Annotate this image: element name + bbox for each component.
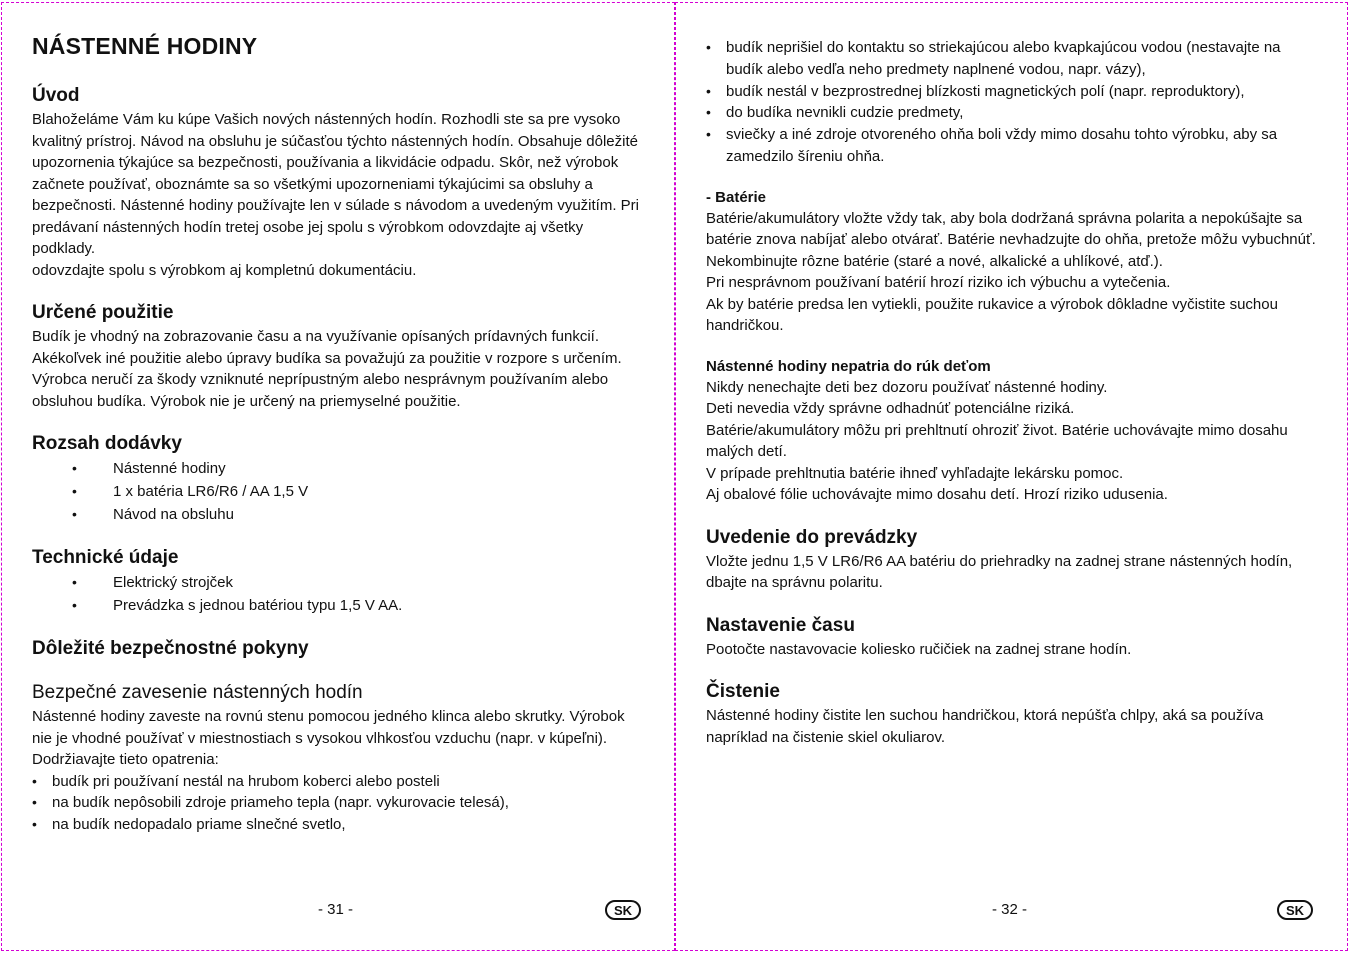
page-number: - 32 -	[992, 901, 1028, 918]
cistenie-text: Nástenné hodiny čistite len suchou handričkou, ktorá nepúšťa chlpy, aká sa používa napríklad na čistenie skiel okuliarov.	[706, 707, 1264, 746]
list-item: • do budíka nevnikli cudzie predmety,	[706, 102, 1318, 124]
list-item: • budík nestál v bezprostrednej blízkosti magnetických polí (napr. reproduktory),	[706, 81, 1318, 103]
heading-baterie: - Batérie	[706, 188, 767, 206]
list-item: • sviečky a iné zdroje otvoreného ohňa boli vždy mimo dosahu tohto výrobku, aby sa zamedzilo šíreniu ohňa.	[706, 124, 1318, 168]
list-item: • Elektrický strojček	[32, 571, 644, 594]
heading-urcene-pouzitie: Určené použitie	[32, 302, 174, 323]
left-page-content	[32, 33, 644, 856]
baterie-text-2: Pri nesprávnom používaní batérií hrozí riziko ich výbuchu a vytečenia.	[706, 274, 1171, 292]
list-item: • na budík nepôsobili zdroje priameho tepla (napr. vykurovacie telesá),	[32, 792, 644, 814]
technicke-udaje-list	[32, 571, 644, 617]
section-precautions-continued	[706, 37, 1318, 168]
list-item: • Návod na obsluhu	[32, 503, 644, 526]
nastavenie-text: Pootočte nastavovacie koliesko ručičiek na zadnej strane hodín.	[706, 640, 1132, 658]
deti-line: Aj obalové fólie uchovávajte mimo dosahu detí. Hrozí riziko udusenia.	[706, 486, 1168, 504]
heading-uvedenie: Uvedenie do prevádzky	[706, 526, 918, 548]
rozsah-dodavky-list	[32, 457, 644, 526]
left-page	[1, 2, 675, 951]
section-zavesenie	[32, 681, 644, 836]
uvod-text: Blahoželáme Vám ku kúpe Vašich nových nástenných hodín. Rozhodli ste sa pre vysoko kvalitný prístroj. Návod na obsluhu je súčasťou týchto nástenných hodín. Obsahuje dôležité upozornenia týkajúce sa bezpečnosti, používania a likvidácie odpadu. Skôr, než výrobok začnete používať, oboznámte sa so všetkými upozorneniami týkajúcimi sa obsluhy a bezpečnosti. Nástenné hodiny používajte len v súlade s návodom a uvedeným využitím. Pri predávaní nástenných hodín tretej osobe jej spolu s výrobkom odovzdajte aj všetky podklady.	[32, 111, 640, 257]
section-cistenie	[706, 680, 1318, 748]
deti-line: V prípade prehltnutia batérie ihneď vyhľadajte lekársku pomoc.	[706, 464, 1124, 482]
section-technicke-udaje	[32, 546, 644, 617]
baterie-text: Batérie/akumulátory vložte vždy tak, aby bola dodržaná správna polarita a nepokúšajte sa batérie znova nabíjať alebo otvárať. Batérie nevhadzujte do ohňa, pretože môžu vybuchnúť. Nekombinujte rôzne batérie (staré a nové, alkalické a uhlíkové, atď.).	[706, 209, 1316, 270]
heading-technicke-udaje: Technické údaje	[32, 547, 179, 568]
uvod-text-2: odovzdajte spolu s výrobkom aj kompletnú dokumentáciu.	[32, 261, 417, 279]
language-badge: SK	[605, 900, 641, 920]
deti-line: Nikdy nenechajte deti bez dozoru používať nástenné hodiny.	[706, 378, 1108, 396]
language-badge: SK	[1277, 900, 1313, 920]
section-nastavenie	[706, 614, 1318, 661]
section-baterie	[706, 188, 1318, 337]
section-dolezite-pokyny	[32, 637, 644, 661]
list-item: • na budík nedopadalo priame slnečné svetlo,	[32, 814, 644, 836]
urcene-pouzitie-text: Budík je vhodný na zobrazovanie času a na využívanie opísaných prídavných funkcií. Akékoľvek iné použitie alebo úpravy budíka sa považujú za použitie v rozpore s určením. Výrobca neručí za škody vzniknuté neprípustným alebo nesprávnym používaním alebo obsluhou budíka. Výrobok nie je určený na priemyselné použitie.	[32, 328, 622, 410]
heading-rozsah-dodavky: Rozsah dodávky	[32, 433, 182, 454]
list-item: • 1 x batéria LR6/R6 / AA 1,5 V	[32, 480, 644, 503]
section-deti	[706, 357, 1318, 506]
heading-zavesenie: Bezpečné zavesenie nástenných hodín	[32, 682, 363, 703]
list-item: • Nástenné hodiny	[32, 457, 644, 480]
section-uvod	[32, 84, 644, 281]
right-page-content	[706, 37, 1318, 768]
heading-uvod: Úvod	[32, 85, 80, 106]
section-urcene-pouzitie	[32, 301, 644, 412]
deti-line: Deti nevedia vždy správne odhadnúť potenciálne riziká.	[706, 400, 1075, 418]
list-item: • budík neprišiel do kontaktu so striekajúcou alebo kvapkajúcou vodou (nestavajte na budík alebo vedľa neho predmety naplnené vodou, napr. vázy),	[706, 37, 1318, 81]
heading-cistenie: Čistenie	[706, 681, 780, 703]
page-title: NÁSTENNÉ HODINY	[32, 33, 258, 59]
zavesenie-list	[32, 771, 644, 836]
zavesenie-text: Nástenné hodiny zaveste na rovnú stenu pomocou jedného klinca alebo skrutky. Výrobok nie je vhodné používať v miestnostiach s vysokou vlhkosťou vzduchu (napr. v kúpeľni). Dodržiavajte tieto opatrenia:	[32, 708, 625, 768]
section-uvedenie	[706, 526, 1318, 594]
baterie-text-3: Ak by batérie predsa len vytiekli, použite rukavice a výrobok dôkladne vyčistite suchou handričkou.	[706, 295, 1278, 335]
precautions-list	[706, 37, 1318, 168]
list-item: • Prevádzka s jednou batériou typu 1,5 V AA.	[32, 594, 644, 617]
page-number: - 31 -	[318, 901, 354, 918]
right-page	[675, 2, 1348, 951]
heading-nastavenie: Nastavenie času	[706, 614, 855, 636]
list-item: • budík pri používaní nestál na hrubom koberci alebo posteli	[32, 771, 644, 793]
heading-deti: Nástenné hodiny nepatria do rúk deťom	[706, 357, 991, 375]
section-rozsah-dodavky	[32, 432, 644, 526]
uvedenie-text: Vložte jednu 1,5 V LR6/R6 AA batériu do priehradky na zadnej strane nástenných hodín, dbajte na správnu polaritu.	[706, 552, 1293, 592]
deti-line: Batérie/akumulátory môžu pri prehltnutí ohroziť život. Batérie uchovávajte mimo dosahu malých detí.	[706, 421, 1288, 461]
heading-dolezite-pokyny: Dôležité bezpečnostné pokyny	[32, 638, 309, 659]
